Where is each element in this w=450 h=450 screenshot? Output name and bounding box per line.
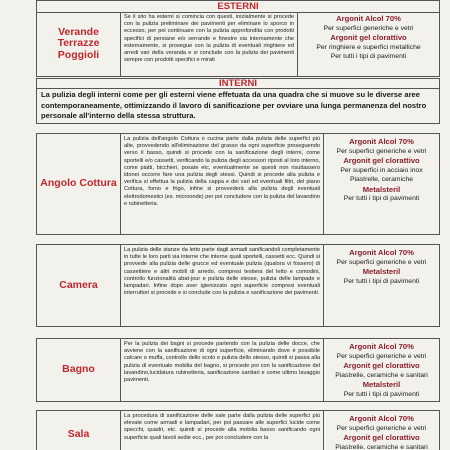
area-cell [37,134,121,234]
area-cell [37,339,121,401]
area-title: Bagno [62,363,95,376]
area-description: Per la pulizia dei bagni si procede partendo con la pulizia delle docce, che avviene con la sanificazione di ogni superficie, eliminando dove è possibile calcare o muffa, controllo dello scolo e pulizia dello stesso, quindi si passa alla pulizia di eventuale mobilia del bagno, si procede poi con la sanificazione del lavandino,lucidatura rubinetteria, sanificazione sanitari e come ultimo lavaggio pavimenti. [124,341,320,384]
area-cell [37,245,121,326]
table-row-bagno [36,338,440,402]
product-use: Per superfici in acciaio inox [340,166,423,174]
product-name: Argonit gel clorattivo [343,433,420,442]
product-name: Argonit gel clorattivo [343,361,420,370]
product-name: Metalsteril [362,267,401,276]
esterni-description-cell [121,12,298,76]
product-use: Piastrelle, ceramiche [349,176,414,183]
esterni-header: ESTERNI [37,1,439,13]
product-use: Piastrelle, ceramiche e sanitari [335,371,428,379]
area-cell [37,411,121,450]
table-row-sala [36,410,440,450]
products-cell [324,411,439,450]
product-name: Metalsteril [362,380,401,389]
product-use: Per tutti i tipi di pavimenti [343,277,420,285]
product-name: Metalsteril [362,184,401,194]
product-name: Argonit Alcol 70% [336,14,401,23]
area-title: Angolo Cottura [40,177,117,190]
description-cell [121,339,324,401]
description-cell [121,245,324,326]
product-name: Argonit Alcol 70% [349,342,414,351]
products-cell [324,134,439,234]
product-use: Per tutti i tipi di pavimenti [343,390,420,398]
interni-header: INTERNI [36,78,440,89]
product-name: Argonit Alcol 70% [349,137,414,146]
product-name: Argonit gel clorattivo [330,33,407,42]
area-description: La pulizia dell'angolo Cottura o cucina parte dalla pulizia delle superfici più alte, provvedendo all'eliminazione del grasso da ogni superficie proseguendo verso il basso, quindi si procede con la sanificazione degli interni, come sportelli e/o cassetti, verificando la pulizia degli accessori riposti al loro interno, come piatti, bicchieri, posate etc, eventualmente se questi non risultassero idonei occorre fare una pulizia degli stessi. Quindi si procede alla pulizia e verifica si effettua la pulizia della cappa e dei vari ed eventuali filtri, del piano Cottura, forno e frigo, infine si provvederà alla pulizia degli eventuali elettrodomestici (es. microonde) per poi concludere con la pulizia del lavandino e rubinetteria. [124,136,320,207]
product-use: Per superfici generiche e vetri [323,24,414,32]
esterni-area-line: Poggioli [57,48,100,61]
product-name: Argonit Alcol 70% [349,248,414,257]
esterni-table [36,0,440,77]
products-cell [324,339,439,401]
interni-intro: La pulizia degli interni come per gli esterni viene effetuata da una quadra che si muove su le diverse aree contemporaneamente, ottimizzando il lavoro di sanificazione per ovviare una lunga permanenza del nostro personale all'interno della stessa struttura. [36,89,440,124]
product-use: Piastrelle, ceramiche e sanitari [335,443,428,450]
products-cell [324,245,439,326]
product-use: Per superfici generiche e vetri [336,147,427,155]
esterni-products-cell [298,12,439,76]
area-description: La pulizia delle stanze da letto parte dagli armadi sanificandoli completamente in tutte le loro parti sia interne che interne quali sportelli, cassetti ecc. Quindi si provvede alla pulizia delle grucce ed eventuale pulizia (qualora vi fossero) di cassettiere e altri mobili di arredo, compresi testiera del letto e comodini, controllo funzionalità abat-jour e pulizia delle stesse, pulizia delle lampade e lampadari. Infine dopo aver igienizzato ogni superficie compresi eventuali interruttori si procede e si conclude con la pulizia e sanificazione dei pavimenti. [124,247,320,297]
table-row-angolo-cottura [36,133,440,235]
description-cell [121,411,324,450]
product-use: Per tutti i tipi di pavimenti [330,53,407,60]
product-use: Per superfici generiche e vetri [336,258,427,266]
esterni-area-line: Terrazze [57,37,100,50]
area-title: Sala [67,428,90,441]
description-cell [121,134,324,234]
esterni-area-line: Verande [58,25,99,38]
esterni-area-cell [37,12,121,76]
table-row-camera [36,244,440,327]
product-use: Per tutti i tipi di pavimenti [343,195,420,202]
product-use: Per superfici generiche e vetri [336,352,427,360]
product-name: Argonit gel clorattivo [343,156,420,165]
product-name: Argonit Alcol 70% [349,414,414,423]
product-use: Per superfici generiche e vetri [336,424,427,432]
esterni-description: Se il sito ha esterni si comincia con questi, inizialmente si procede con la pulizia preliminare dei pavimenti per eliminare lo sporco in eccesso, per poi continuare con la pulizia approfondita con prodotti specifici di persiane e/o serrande e finestre sia internamente che esternamente, si prosegue con la pulizia di eventuali ringhiere ed arredi vari della veranda e si conclude con la pulizia dei pavimenti sempre con prodotti specifici e mirati [124,14,294,64]
area-description: La procedura di sanificazione delle sale parte dalla pulizia delle superfici più elevate come armadi e lampadari, per poi passare alle superfici lucide come specchi, quadri, etc. quindi si procede alla mobilia basso sanificando ogni superficie quali tavoli sedie ecc., per poi concludere con la [124,413,320,441]
area-title: Camera [59,278,98,291]
product-use: Per ringhiere e superfici metalliche [316,43,421,51]
